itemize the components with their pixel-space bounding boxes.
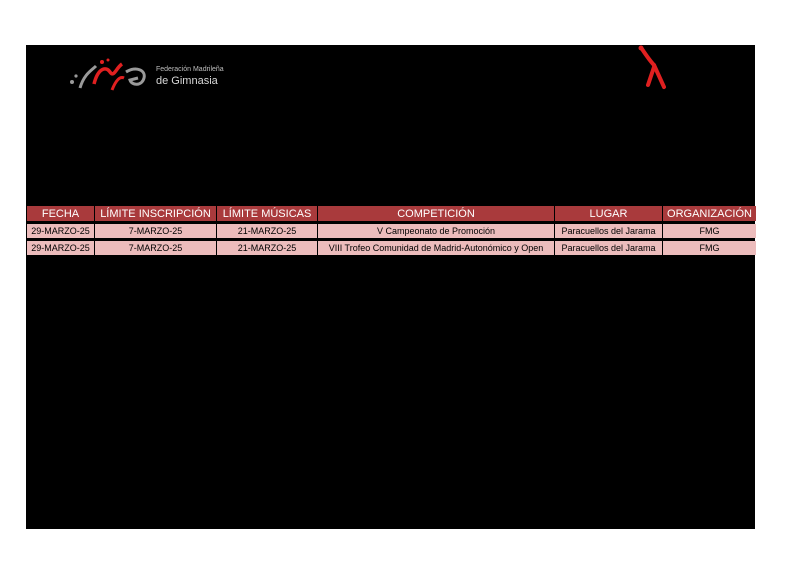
- cell-lugar: Paracuellos del Jarama: [555, 224, 662, 238]
- cell-lugar: Paracuellos del Jarama: [555, 241, 662, 255]
- cell-competicion: VIII Trofeo Comunidad de Madrid-Autonómico y Open: [318, 241, 554, 255]
- org-name-line2: de Gimnasia: [156, 75, 218, 87]
- fmg-logo-icon: [66, 54, 156, 98]
- org-name-line1: Federación Madrileña: [156, 66, 224, 73]
- cell-organizacion: FMG: [663, 241, 756, 255]
- table-row: [27, 224, 756, 238]
- competition-table: [26, 206, 757, 255]
- gymnast-icon: [636, 45, 676, 93]
- org-name: [156, 66, 224, 87]
- table-row: [27, 241, 756, 255]
- cell-fecha: 29-MARZO-25: [27, 224, 94, 238]
- column-header-limite-musicas: LÍMITE MÚSICAS: [217, 206, 317, 221]
- column-header-organizacion: ORGANIZACIÓN: [663, 206, 756, 221]
- table-header-row: [27, 206, 756, 221]
- cell-limite-musicas: 21-MARZO-25: [217, 224, 317, 238]
- cell-competicion: V Campeonato de Promoción: [318, 224, 554, 238]
- cell-limite-inscripcion: 7-MARZO-25: [95, 241, 216, 255]
- fmg-logo: [66, 54, 236, 98]
- cell-limite-inscripcion: 7-MARZO-25: [95, 224, 216, 238]
- column-header-fecha: FECHA: [27, 206, 94, 221]
- cell-fecha: 29-MARZO-25: [27, 241, 94, 255]
- column-header-lugar: LUGAR: [555, 206, 662, 221]
- cell-organizacion: FMG: [663, 224, 756, 238]
- column-header-limite-inscripcion: LÍMITE INSCRIPCIÓN: [95, 206, 216, 221]
- column-header-competicion: COMPETICIÓN: [318, 206, 554, 221]
- document-page: [26, 45, 755, 529]
- cell-limite-musicas: 21-MARZO-25: [217, 241, 317, 255]
